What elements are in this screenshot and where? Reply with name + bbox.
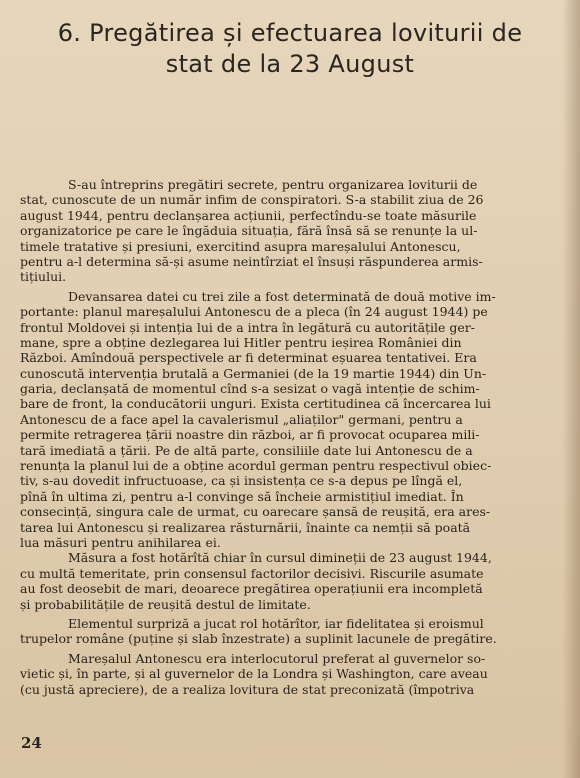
text-line: permite retragerea țării noastre din război, ar fi provocat ocuparea mili- [20, 427, 480, 443]
text-line: Antonescu de a face apel la cavalerismul „aliaților" germani, pentru a [20, 411, 463, 427]
chapter-heading [40, 18, 540, 80]
text-line: garia, declanșată de momentul cînd s-a sesizat o vagă intenție de schim- [20, 381, 480, 397]
text-line: bare de front, la conducătorii unguri. Exista certitudinea că încercarea lui [20, 396, 491, 412]
text-line: portante: planul mareșalului Antonescu de a pleca (în 24 august 1944) pe [20, 304, 488, 320]
text-line: au fost deosebit de mari, deoarece pregătirea operațiunii era incompletă [20, 581, 483, 597]
text-line: cu multă temeritate, prin consensul factorilor decisivi. Riscurile asumate [20, 565, 484, 581]
chapter-heading-line: 6. Pregătirea și efectuarea loviturii de [57, 19, 523, 47]
text-line: tiv, s-au dovedit infructuoase, ca și insistența ce s-a depus pe lîngă el, [20, 473, 463, 489]
text-line: Război. Amîndouă perspectivele ar fi determinat eșuarea tentativei. Era [20, 350, 477, 366]
text-line: S-au întreprins pregătiri secrete, pentru organizarea loviturii de [68, 177, 478, 192]
text-line: Elementul surpriză a jucat rol hotărîtor, iar fidelitatea și eroismul [68, 615, 484, 631]
body-text [20, 177, 576, 697]
text-line: frontul Moldovei și intenția lui de a intra în legătură cu autoritățile ger- [20, 319, 476, 335]
text-line: stat, cunoscute de un număr infim de conspiratori. S-a stabilit ziua de 26 [20, 192, 484, 208]
text-line: cunoscută intervenția brutală a Germaniei (de la 19 martie 1944) din Un- [20, 365, 487, 381]
text-line: pînă în ultima zi, pentru a-l convinge să încheie armistițiul imediat. În [20, 488, 464, 504]
page-number: 24 [21, 734, 42, 752]
text-line: pentru a-l determina să-și asume neintîrziat el însuși răspunderea armis- [20, 253, 483, 269]
text-line: (cu justă apreciere), de a realiza lovitura de stat preconizată (împotriva [20, 681, 475, 697]
text-line: organizatorice pe care le îngăduia situația, fără însă să se renunțe la ul- [20, 223, 478, 239]
text-line: august 1944, pentru declanșarea acțiunii, perfectîndu-se toate măsurile [20, 207, 477, 223]
text-line: consecință, singura cale de urmat, cu oarecare șansă de reușită, era ares- [20, 504, 491, 520]
text-line: Măsura a fost hotărîtă chiar în cursul dimineții de 23 august 1944, [68, 550, 492, 566]
text-line: tarea lui Antonescu și realizarea răsturnării, înainte ca nemții să poată [20, 519, 471, 535]
text-line: Mareșalul Antonescu era interlocutorul preferat al guvernelor so- [68, 650, 486, 666]
text-line: și probabilitățile de reușită destul de limitate. [20, 596, 311, 612]
text-line: lua măsuri pentru anihilarea ei. [20, 534, 221, 550]
text-line: Devansarea datei cu trei zile a fost determinată de două motive im- [68, 288, 496, 304]
text-line: mane, spre a obține dezlegarea lui Hitler pentru ieșirea României din [20, 334, 462, 350]
text-line: vietic și, în parte, și al guvernelor de la Londra și Washington, care aveau [20, 666, 488, 682]
text-line: renunța la planul lui de a obține acordul german pentru respectivul obiec- [20, 458, 492, 474]
text-line: trupelor române (puține și slab înzestrate) a suplinit lacunele de pregătire. [20, 631, 497, 647]
text-line: timele tratative și presiuni, exercitind asupra mareșalului Antonescu, [20, 238, 461, 254]
chapter-heading-line: stat de la 23 August [165, 50, 415, 78]
text-line: tițiului. [20, 269, 67, 285]
text-line: tară imediată a țării. Pe de altă parte, consiliile date lui Antonescu de a [20, 442, 473, 458]
